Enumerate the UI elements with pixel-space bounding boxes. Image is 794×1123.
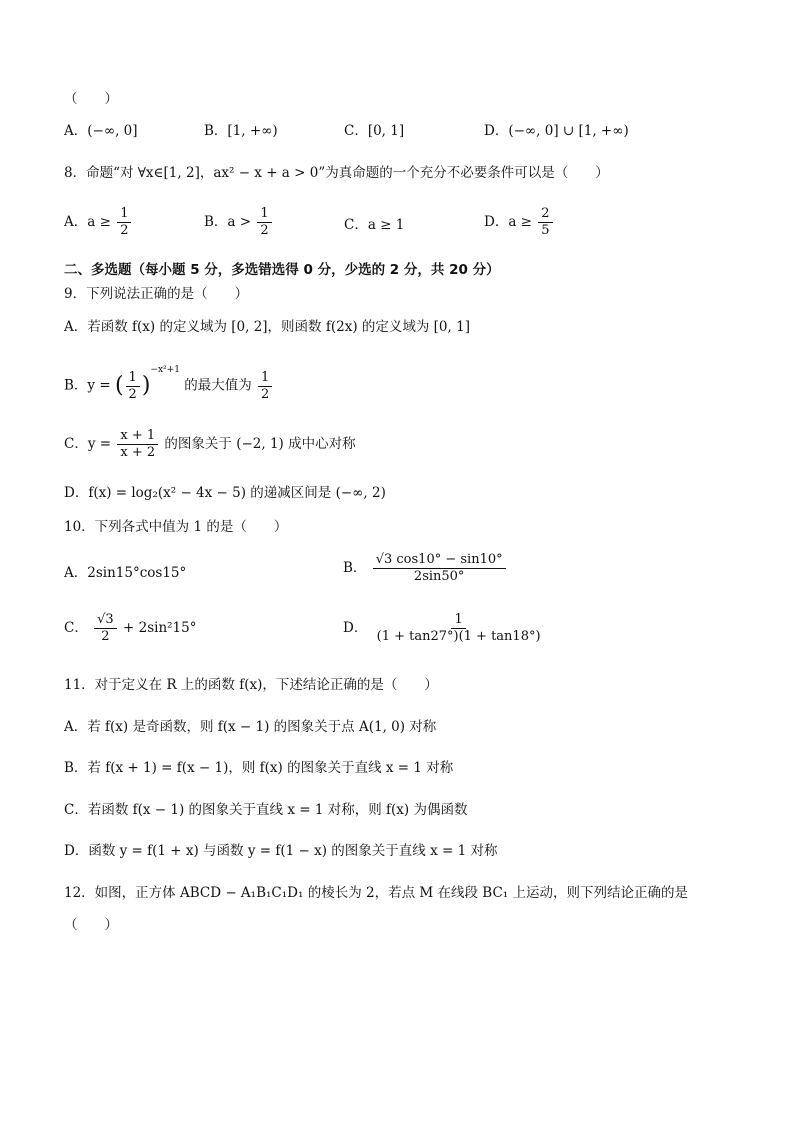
q9-option-b [64, 362, 274, 406]
q7-options [0, 120, 794, 150]
q7-option-d: D．(−∞, 0] ∪ [1, +∞) [484, 123, 629, 139]
q10-option-a: A．2sin15°cos15° [64, 565, 187, 581]
q11-option-a: A．若 f(x) 是奇函数，则 f(x − 1) 的图象关于点 A(1, 0) 对称 [64, 719, 437, 735]
fraction-denominator: 2 [120, 223, 129, 238]
q9-option-c-prefix: C．y = [64, 436, 112, 452]
right-paren: ) [141, 373, 151, 398]
section-title-multiple-choice: 二、多选题（每小题 5 分，多选错选得 0 分，少选的 2 分，共 20 分） [64, 262, 500, 278]
fraction-numerator: √3 [94, 612, 117, 629]
left-paren: ( [114, 373, 124, 398]
q10-option-c [64, 612, 196, 645]
q8-option-a-fraction [117, 206, 131, 239]
q10-option-b-fraction [373, 552, 506, 585]
q9-option-c [64, 424, 356, 464]
q9-option-d: D．f(x) = log₂(x² − 4x − 5) 的递减区间是 (−∞, 2) [64, 485, 386, 501]
fraction-denominator: 5 [541, 223, 550, 238]
q8-option-d-prefix: D．a ≥ [484, 214, 532, 230]
q12-tail: （ ） [64, 917, 118, 933]
fraction-denominator: 2 [260, 223, 269, 238]
q10-stem: 10．下列各式中值为 1 的是（ ） [64, 519, 288, 535]
fraction-numerator: 1 [117, 206, 131, 223]
q8-option-b-fraction [257, 206, 271, 239]
q9-option-c-rest: 的图象关于 (−2, 1) 成中心对称 [164, 436, 356, 452]
q8-option-d [484, 206, 555, 239]
q9-option-b-exponent: −x²+1 [150, 365, 180, 375]
fraction-denominator: (1 + tan27°)(1 + tan18°) [376, 629, 541, 644]
fraction-numerator: 2 [538, 206, 552, 223]
q10-options-row1 [0, 552, 794, 594]
fraction-numerator: 1 [258, 370, 272, 387]
q7-option-c: C．[0, 1] [344, 123, 405, 139]
q8-stem: 8．命题“对 ∀x∈[1, 2]，ax² − x + a > 0”为真命题的一个充分不必要条件可以是（ ） [64, 165, 609, 181]
q7-tail: （ ） [64, 91, 118, 107]
q11-option-c: C．若函数 f(x − 1) 的图象关于直线 x = 1 对称，则 f(x) 为偶函数 [64, 802, 468, 818]
fraction-denominator: 2 [261, 386, 270, 402]
q12-stem: 12．如图，正方体 ABCD − A₁B₁C₁D₁ 的棱长为 2，若点 M 在线段 BC₁ 上运动，则下列结论正确的是 [64, 885, 688, 901]
fraction-numerator: √3 cos10° − sin10° [373, 552, 506, 569]
q10-options-row2 [0, 612, 794, 654]
fraction-denominator: 2 [128, 386, 137, 402]
q10-option-d-prefix: D． [343, 620, 368, 636]
q10-option-c-prefix: C． [64, 620, 88, 636]
q10-option-c-rest: + 2sin²15° [123, 620, 197, 636]
q8-option-a [64, 206, 133, 239]
q9-option-b-prefix: B．y = [64, 377, 111, 394]
q10-option-c-fraction [94, 612, 117, 645]
q8-option-a-prefix: A．a ≥ [64, 214, 111, 230]
fraction-denominator: 2sin50° [413, 569, 465, 584]
q8-option-b-prefix: B．a > [204, 214, 252, 230]
q9-option-a: A．若函数 f(x) 的定义域为 [0, 2]，则函数 f(2x) 的定义域为 [0, 1] [64, 319, 470, 335]
q10-option-b-prefix: B． [343, 560, 367, 576]
q11-option-b: B．若 f(x + 1) = f(x − 1)，则 f(x) 的图象关于直线 x = 1 对称 [64, 760, 454, 776]
fraction-numerator: x + 1 [117, 428, 158, 445]
fraction-denominator: x + 2 [120, 445, 156, 460]
q7-option-a: A．(−∞, 0] [64, 123, 138, 139]
q9-stem: 9．下列说法正确的是（ ） [64, 286, 249, 302]
q7-option-b: B．[1, +∞) [204, 123, 278, 139]
q8-options [0, 206, 794, 248]
fraction-numerator: 1 [126, 370, 140, 387]
q11-option-d: D．函数 y = f(1 + x) 与函数 y = f(1 − x) 的图象关于直线 x = 1 对称 [64, 843, 498, 859]
fraction-numerator: 1 [451, 612, 465, 629]
q9-option-b-value [258, 370, 272, 403]
q8-option-b [204, 206, 274, 239]
q10-option-b [343, 552, 508, 585]
fraction-denominator: 2 [101, 629, 110, 644]
q9-option-b-base [126, 370, 140, 403]
q10-option-d-fraction [374, 612, 544, 645]
q8-option-d-fraction [538, 206, 552, 239]
q8-option-c: C．a ≥ 1 [344, 217, 405, 233]
q11-stem: 11．对于定义在 R 上的函数 f(x)，下述结论正确的是（ ） [64, 677, 438, 693]
q9-option-c-fraction [117, 428, 158, 461]
q9-option-b-mid-text: 的最大值为 [184, 377, 252, 394]
q10-option-d [343, 612, 546, 645]
fraction-numerator: 1 [257, 206, 271, 223]
